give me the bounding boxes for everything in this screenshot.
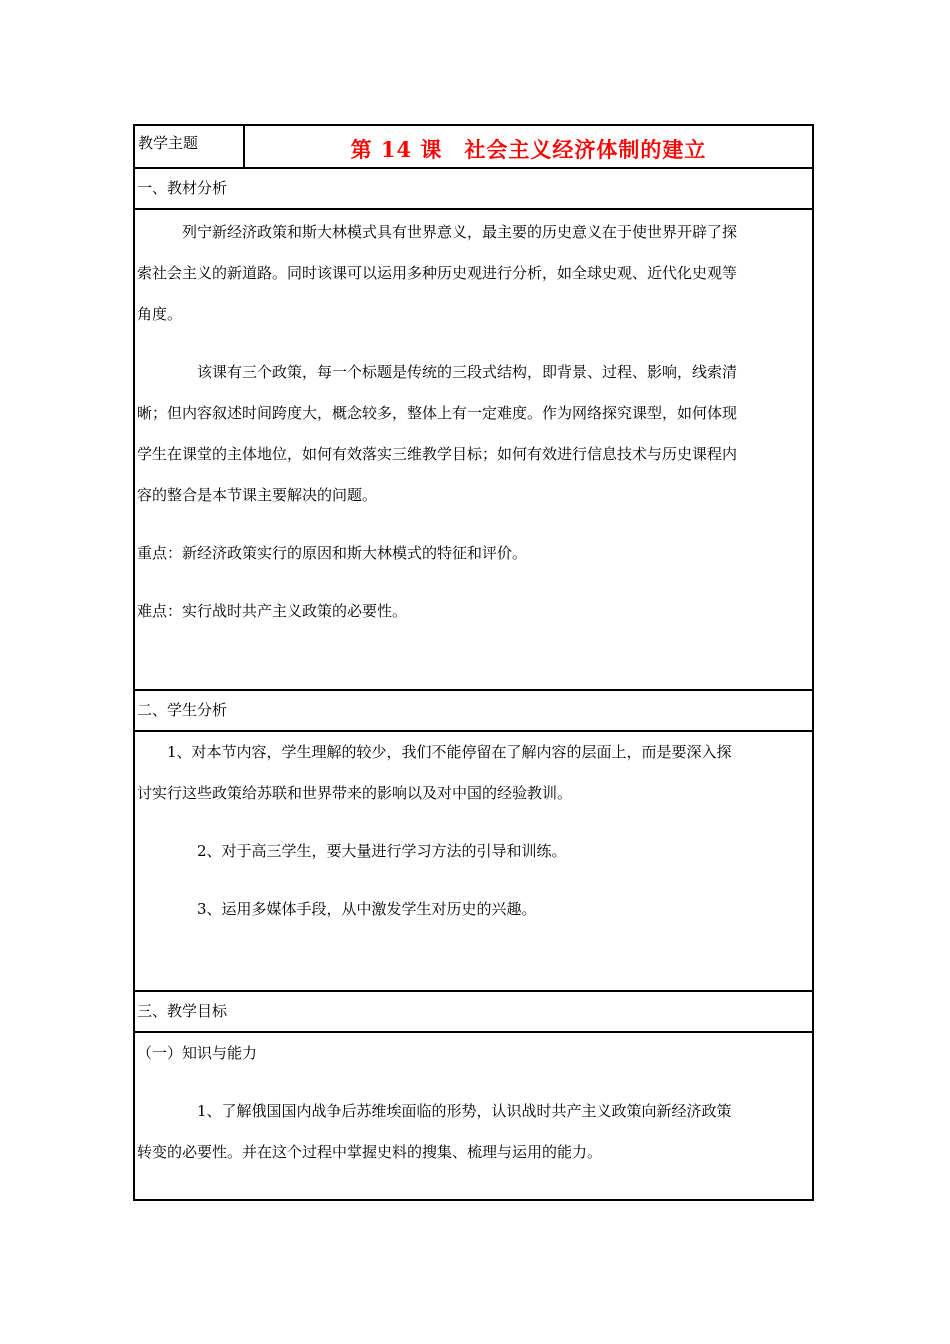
section-body-objectives bbox=[135, 1033, 812, 1199]
lesson-plan-table bbox=[133, 124, 814, 1201]
text-line: 1、对本节内容，学生理解的较少，我们不能停留在了解内容的层面上，而是要深入探 bbox=[137, 743, 732, 761]
section-body-textbook bbox=[135, 210, 812, 691]
section-heading-students: 二、学生分析 bbox=[135, 691, 812, 732]
text-line: 讨实行这些政策给苏联和世界带来的影响以及对中国的经验教训。 bbox=[137, 784, 573, 802]
text-line: 角度。 bbox=[137, 305, 183, 323]
title-row bbox=[135, 126, 812, 169]
text-line: 列宁新经济政策和斯大林模式具有世界意义，最主要的历史意义在于使世界开辟了探 bbox=[137, 223, 738, 241]
list-item: 3、运用多媒体手段，从中激发学生对历史的兴趣。 bbox=[137, 900, 537, 918]
list-item: 2、对于高三学生，要大量进行学习方法的引导和训练。 bbox=[137, 842, 567, 860]
sub-heading: （一）知识与能力 bbox=[137, 1044, 258, 1062]
key-point: 重点：新经济政策实行的原因和斯大林模式的特征和评价。 bbox=[137, 544, 528, 562]
topic-label: 教学主题 bbox=[135, 126, 245, 167]
text-line: 索社会主义的新道路。同时该课可以运用多种历史观进行分析，如全球史观、近代化史观等 bbox=[137, 264, 738, 282]
section-heading-objectives: 三、教学目标 bbox=[135, 992, 812, 1033]
text-line: 容的整合是本节课主要解决的问题。 bbox=[137, 486, 378, 504]
text-line: 转变的必要性。并在这个过程中掌握史料的搜集、梳理与运用的能力。 bbox=[137, 1143, 603, 1161]
section-body-students bbox=[135, 732, 812, 992]
difficult-point: 难点：实行战时共产主义政策的必要性。 bbox=[137, 602, 408, 620]
lesson-title: 第 14 课 社会主义经济体制的建立 bbox=[350, 137, 707, 162]
section-heading-textbook: 一、教材分析 bbox=[135, 169, 812, 210]
text-line: 晰；但内容叙述时间跨度大，概念较多，整体上有一定难度。作为网络探究课型，如何体现 bbox=[137, 404, 738, 422]
text-line: 1、了解俄国国内战争后苏维埃面临的形势，认识战时共产主义政策向新经济政策 bbox=[137, 1102, 732, 1120]
text-line: 学生在课堂的主体地位，如何有效落实三维教学目标；如何有效进行信息技术与历史课程内 bbox=[137, 445, 738, 463]
text-line: 该课有三个政策，每一个标题是传统的三段式结构，即背景、过程、影响，线索清 bbox=[137, 363, 738, 381]
